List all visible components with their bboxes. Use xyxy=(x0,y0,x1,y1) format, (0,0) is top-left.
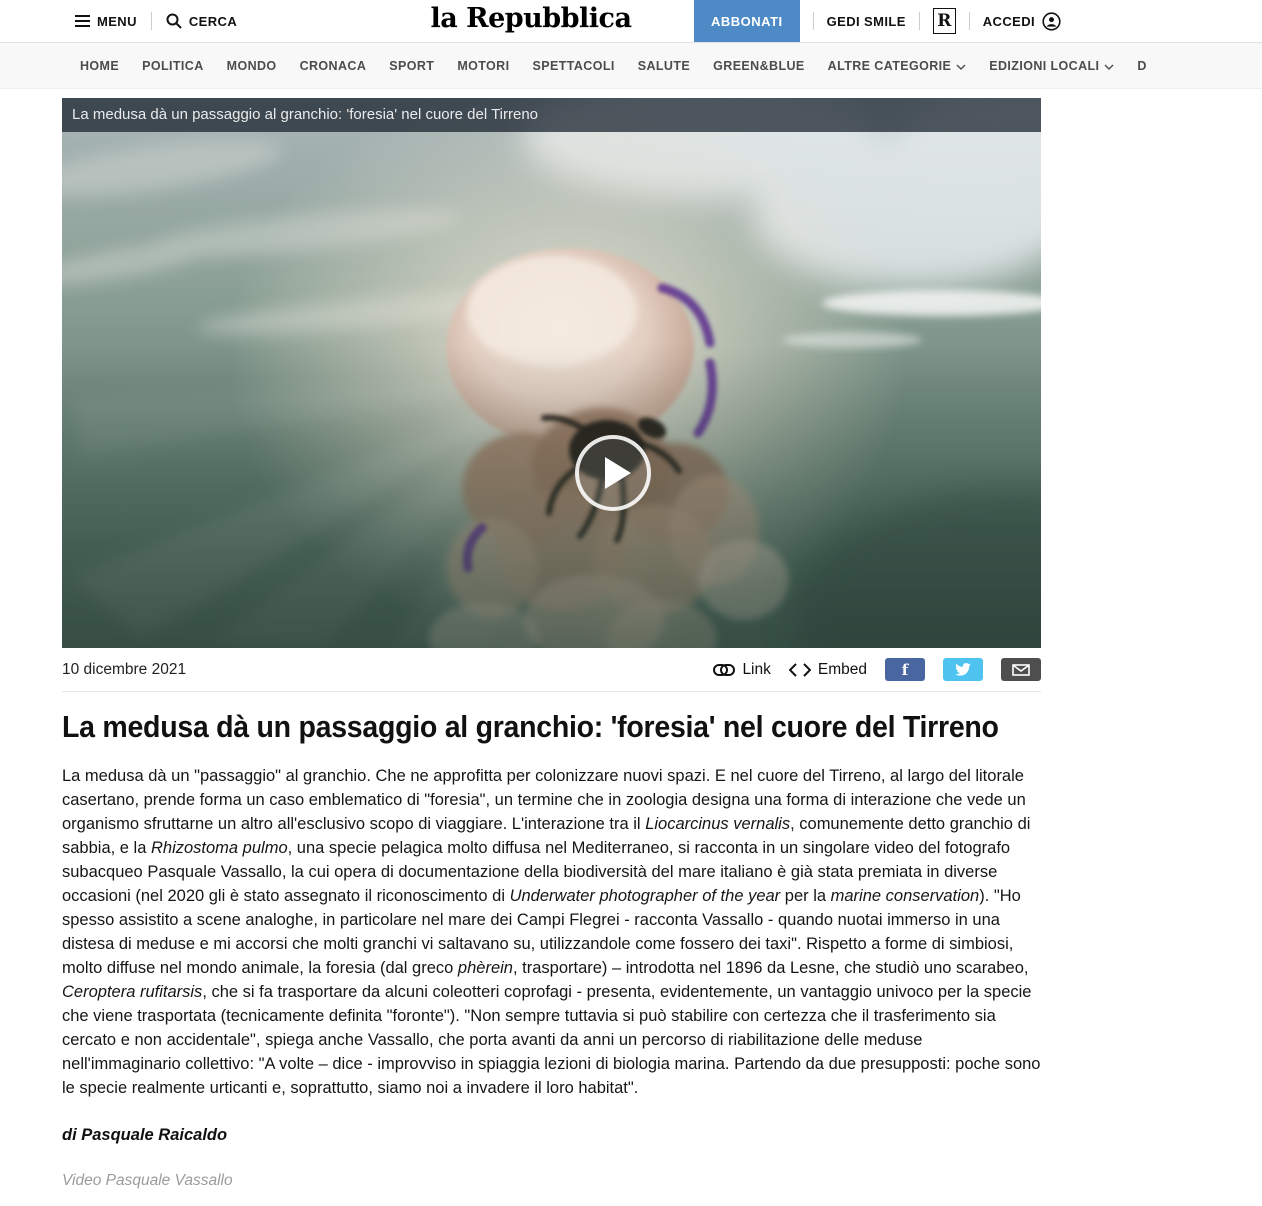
divider xyxy=(151,12,152,30)
divider xyxy=(813,12,814,30)
chevron-down-icon xyxy=(1104,59,1114,73)
video-credit: Video Pasquale Vassallo xyxy=(62,1172,233,1189)
nav-item-politica[interactable]: POLITICA xyxy=(142,58,204,73)
nav-item-edizioni-locali[interactable]: EDIZIONI LOCALI xyxy=(989,58,1114,73)
byline: di Pasquale Raicaldo xyxy=(62,1126,228,1144)
menu-button[interactable] xyxy=(75,14,137,29)
divider xyxy=(919,12,920,30)
search-label: CERCA xyxy=(188,13,238,29)
divider xyxy=(969,12,970,30)
menu-label: MENU xyxy=(97,13,137,29)
article-headline: La medusa dà un passaggio al granchio: 'foresia' nel cuore del Tirreno xyxy=(62,709,999,744)
main-nav xyxy=(0,43,1262,89)
facebook-share-button[interactable] xyxy=(885,658,925,681)
nav-item-cronaca[interactable]: CRONACA xyxy=(299,58,367,73)
nav-item-green-blue[interactable]: GREEN&BLUE xyxy=(713,58,805,73)
nav-item-d[interactable]: D xyxy=(1137,58,1147,73)
email-share-button[interactable] xyxy=(1001,658,1041,681)
copy-link-button[interactable]: Link xyxy=(713,661,770,679)
link-icon xyxy=(713,664,735,676)
nav-item-altre-categorie[interactable]: ALTRE CATEGORIE xyxy=(828,58,967,73)
nav-item-sport[interactable]: SPORT xyxy=(389,58,435,73)
r-edition-badge[interactable]: R xyxy=(933,8,956,34)
top-bar xyxy=(0,0,1262,43)
nav-item-salute[interactable]: SALUTE xyxy=(637,58,691,73)
search-icon xyxy=(166,13,182,29)
publish-date: 10 dicembre 2021 xyxy=(62,660,187,678)
site-logo[interactable]: la Repubblica xyxy=(430,3,632,34)
nav-item-mondo[interactable]: MONDO xyxy=(226,58,277,73)
article-body: La medusa dà un "passaggio" al granchio. Che ne approfitta per colonizzare nuovi spazi. E nel cuore del Tirreno, al largo del litorale casertano, prende forma un caso emblematico di "foresia", un termine che in zoologia designa una forma di interazione che vede un organismo sfruttarne un altro all'esclusivo scopo di viaggiare. L'interazione tra il Liocarcinus vernalis, comunemente detto granchio di sabbia, e la Rhizostoma pulmo, una specie pelagica molto diffusa nel Mediterraneo, si racconta in un singolare video del fotografo subacqueo Pasquale Vassallo, la cui opera di documentazione della biodiversità del mare italiano è già stata premiata in diverse occasioni (nel 2020 gli è stato assegnato il riconoscimento di Underwater photographer of the year per la marine conservation). "Ho spesso assistito a scene analoghe, in particolare nel mare dei Campi Flegrei - racconta Vassallo - quando nuotai immerso in una distesa di meduse e mi accorsi che molti granchi vi saltavano su, utilizzandole come fossero dei taxi". Rispetto a forme di simbiosi, molto diffuse nel mondo animale, la foresia (dal greco phèrein, trasportare) – introdotta nel 1896 da Lesne, che studiò uno scarabeo, Ceroptera rufitarsis, che si fa trasportare da alcuni coleotteri coprofagi - presenta, evidentemente, un vantaggio univoco per la specie che viene trasportata (tecnicamente definita "foronte"). "Non sempre tuttavia si può stabilire con certezza che il trasferimento sia cercato e non accidentale", spiega anche Vassallo, che porta avanti da anni un percorso di riabilitazione delle meduse nell'immaginario collettivo: "A volte – dice - improvviso in spiaggia lezioni di biologia marina. Partendo da due presupposti: poche sono le specie realmente urticanti e, soprattutto, siamo noi a invadere il loro habitat". xyxy=(62,767,1041,1097)
nav-item-spettacoli[interactable]: SPETTACOLI xyxy=(532,58,615,73)
login-button[interactable] xyxy=(983,12,1061,31)
video-player[interactable] xyxy=(62,98,1041,648)
video-title-overlay: La medusa dà un passaggio al granchio: 'foresia' nel cuore del Tirreno xyxy=(62,98,1041,132)
nav-item-motori[interactable]: MOTORI xyxy=(457,58,510,73)
chevron-down-icon xyxy=(956,59,966,73)
facebook-icon: f xyxy=(901,660,909,679)
play-icon xyxy=(605,457,631,489)
code-icon xyxy=(789,663,811,677)
hamburger-icon xyxy=(75,15,90,27)
login-label: ACCEDI xyxy=(982,13,1036,29)
share-bar xyxy=(62,648,1041,691)
twitter-icon xyxy=(955,663,971,676)
user-icon xyxy=(1042,12,1061,31)
subscribe-button[interactable]: ABBONATI xyxy=(694,0,800,42)
nav-item-home[interactable]: HOME xyxy=(80,58,120,73)
gedi-smile-link[interactable]: GEDI SMILE xyxy=(826,13,906,29)
video-frame-illustration xyxy=(62,98,1041,648)
divider xyxy=(62,691,1041,692)
twitter-share-button[interactable] xyxy=(943,658,983,681)
embed-button[interactable]: Embed xyxy=(789,661,867,679)
play-button[interactable] xyxy=(575,435,651,511)
email-icon xyxy=(1012,664,1030,676)
search-button[interactable] xyxy=(166,13,237,29)
